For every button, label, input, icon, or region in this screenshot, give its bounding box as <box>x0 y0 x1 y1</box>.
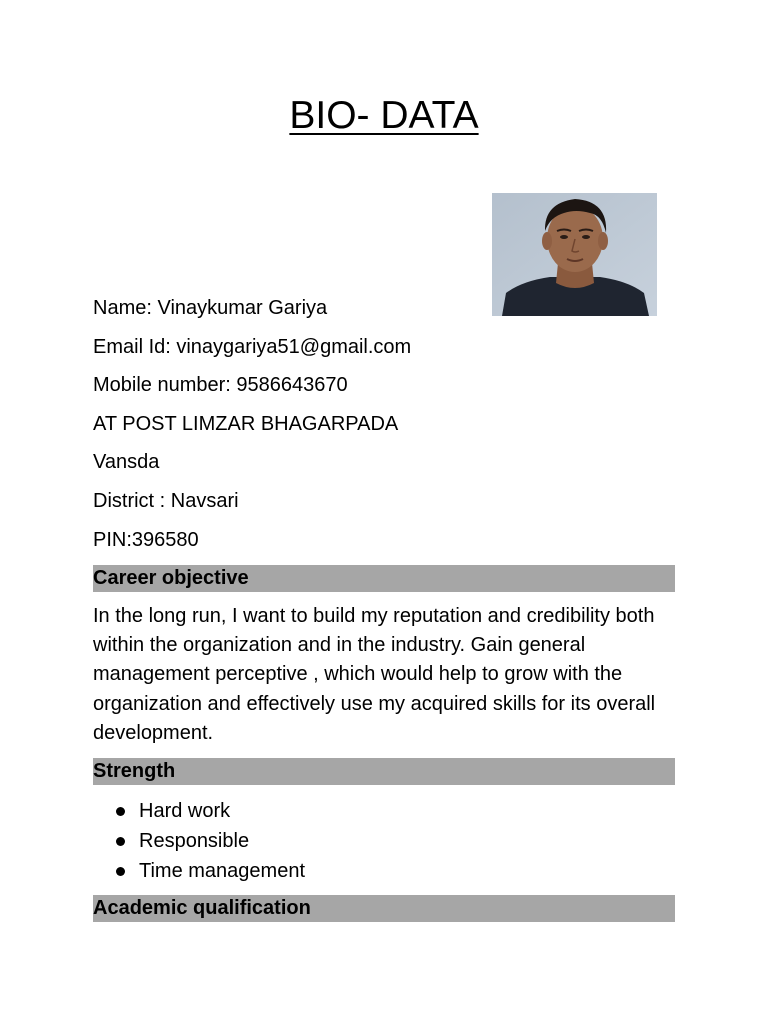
address-line-1: AT POST LIMZAR BHAGARPADA <box>93 413 399 435</box>
bullet-icon <box>116 807 125 816</box>
pin-line: PIN:396580 <box>93 529 199 551</box>
list-item: Hard work <box>93 796 305 826</box>
career-objective-text: In the long run, I want to build my reputation and credibility both within the organization and in the industry. Gain general management perceptive , which would help to grow with the organization and effectively use my acquired skills for its overall development. <box>93 605 656 744</box>
email-line: Email Id: vinaygariya51@gmail.com <box>93 336 412 358</box>
document-title: BIO- DATA <box>289 94 479 137</box>
strength-list <box>93 796 305 886</box>
district-line: District : Navsari <box>93 490 239 512</box>
profile-photo <box>492 193 657 316</box>
academic-qualification-heading: Academic qualification <box>93 895 675 922</box>
address-line-2: Vansda <box>93 451 160 473</box>
bullet-icon <box>116 867 125 876</box>
career-objective-heading: Career objective <box>93 565 675 592</box>
list-item: Time management <box>93 856 305 886</box>
list-item: Responsible <box>93 826 305 856</box>
name-line: Name: Vinaykumar Gariya <box>93 297 328 319</box>
bullet-icon <box>116 837 125 846</box>
strength-heading: Strength <box>93 758 675 785</box>
mobile-line: Mobile number: 9586643670 <box>93 374 348 396</box>
